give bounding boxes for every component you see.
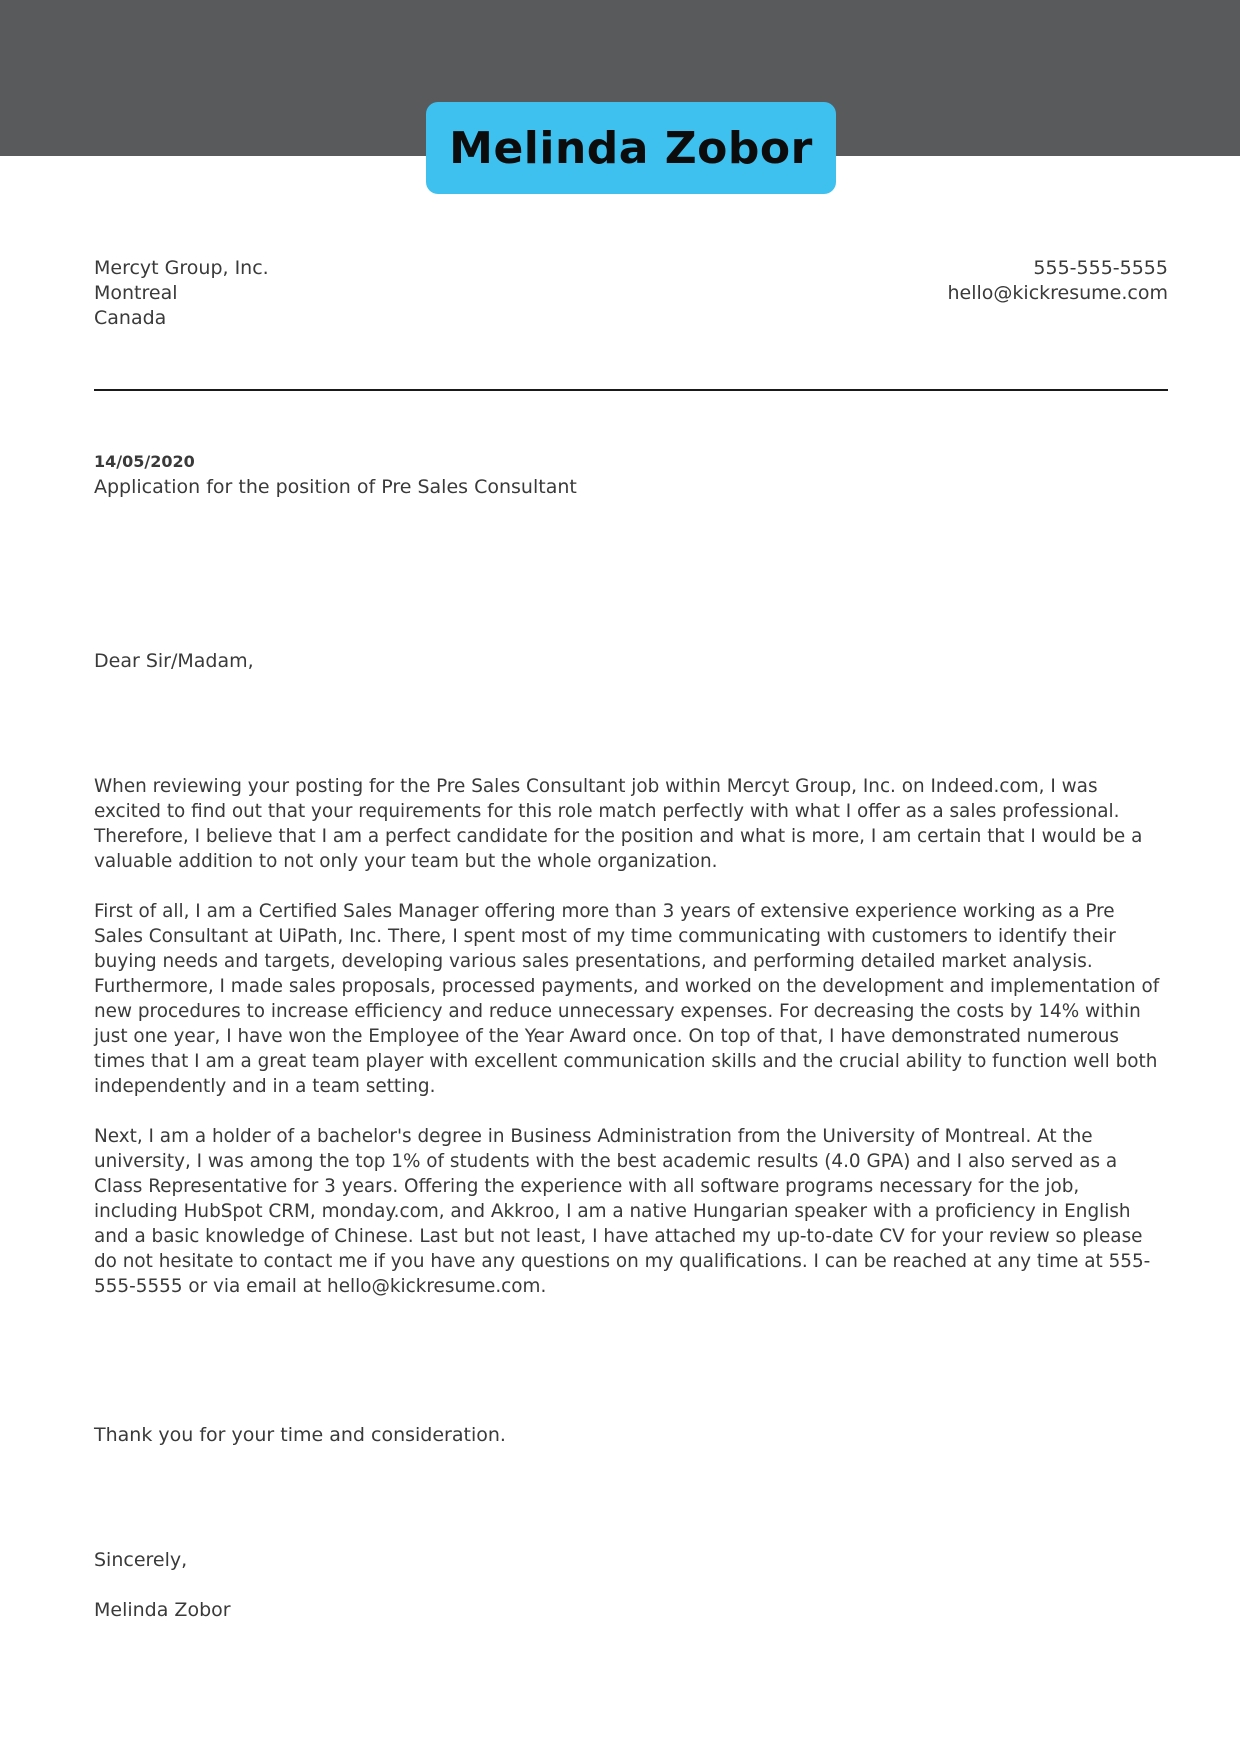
recipient-address — [94, 256, 269, 331]
body-paragraph-1: When reviewing your posting for the Pre Sales Consultant job within Mercyt Group, Inc. on Indeed.com, I was excited to find out that your requirements for this role match perfectly with what I offer as a sales professional. Therefore, I believe that I am a perfect candidate for the position and what is more, I am certain that I would be a valuable addition to not only your team but the whole organization. — [94, 776, 1143, 872]
name-badge — [426, 102, 836, 194]
letter-signature: Melinda Zobor — [94, 1599, 231, 1621]
contact-email: hello@kickresume.com — [947, 282, 1168, 304]
applicant-name: Melinda Zobor — [449, 122, 813, 174]
recipient-country: Canada — [94, 307, 167, 329]
letter-greeting: Dear Sir/Madam, — [94, 650, 254, 672]
letter-closing: Sincerely, — [94, 1549, 188, 1571]
contact-phone: 555-555-5555 — [1033, 257, 1168, 279]
letter-thanks: Thank you for your time and consideration. — [94, 1424, 506, 1446]
letter-date: 14/05/2020 — [94, 452, 195, 471]
body-paragraph-2: First of all, I am a Certified Sales Manager offering more than 3 years of extensive experience working as a Pre Sales Consultant at UiPath, Inc. There, I spent most of my time communicating with customers to identify their buying needs and targets, developing various sales presentations, and performing detailed market analysis. Furthermore, I made sales proposals, processed payments, and worked on the development and implementation of new procedures to increase efficiency and reduce unnecessary expenses. For decreasing the costs by 14% within just one year, I have won the Employee of the Year Award once. On top of that, I have demonstrated numerous times that I am a great team player with excellent communication skills and the crucial ability to function well both independently and in a team setting. — [94, 901, 1160, 1097]
letter-subject: Application for the position of Pre Sales Consultant — [94, 476, 577, 498]
recipient-company: Mercyt Group, Inc. — [94, 257, 269, 279]
letter-body — [94, 774, 1164, 1324]
body-paragraph-3: Next, I am a holder of a bachelor's degree in Business Administration from the University of Montreal. At the university, I was among the top 1% of students with the best academic results (4.0 GPA) and I also served as a Class Representative for 3 years. Offering the experience with all software programs necessary for the job, including HubSpot CRM, monday.com, and Akkroo, I am a native Hungarian speaker with a proficiency in English and a basic knowledge of Chinese. Last but not least, I have attached my up-to-date CV for your review so please do not hesitate to contact me if you have any questions on my qualifications. I can be reached at any time at 555-555-5555 or via email at hello@kickresume.com. — [94, 1126, 1151, 1297]
header-divider — [94, 389, 1168, 391]
recipient-city: Montreal — [94, 282, 178, 304]
contact-info — [948, 256, 1169, 306]
